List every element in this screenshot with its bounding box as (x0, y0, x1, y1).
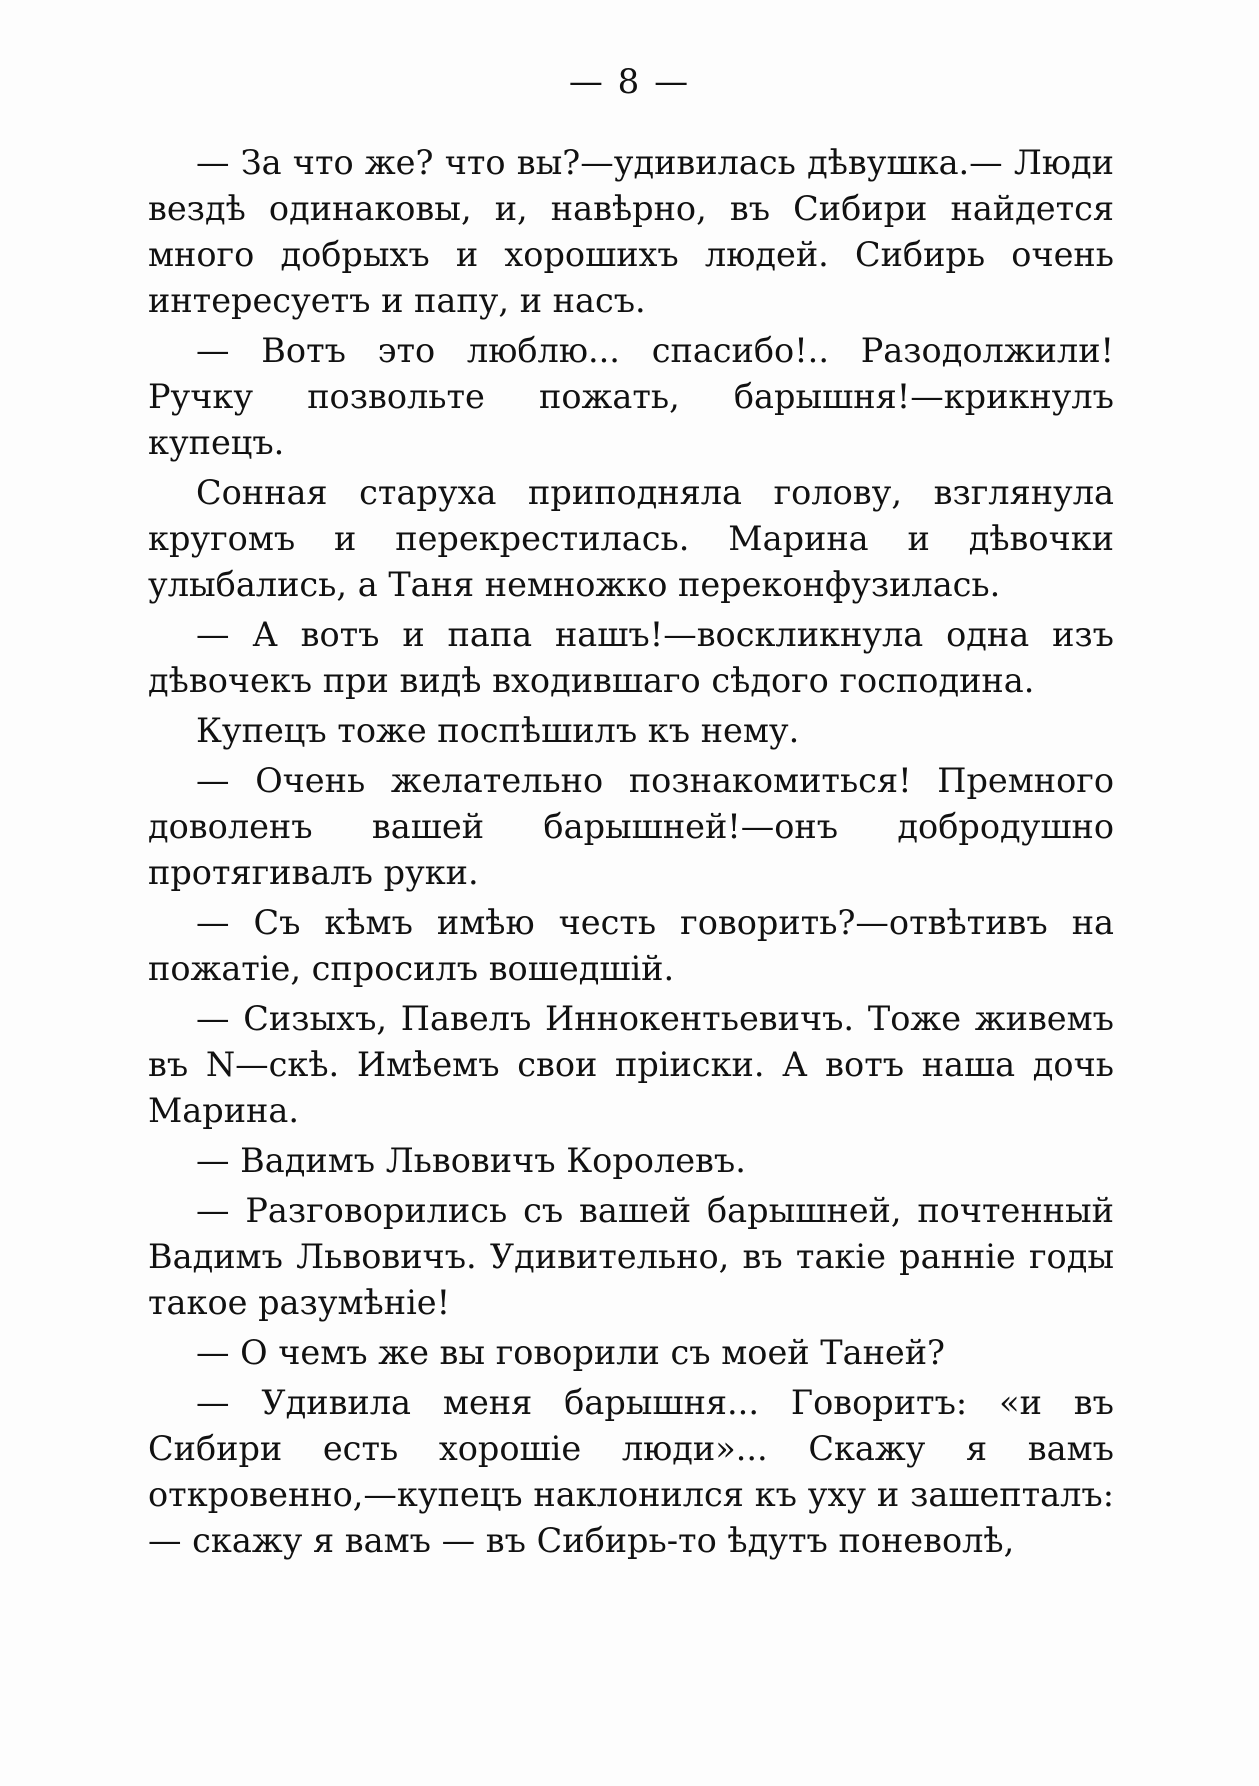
paragraph: Купецъ тоже поспѣшилъ къ нему. (196, 711, 800, 750)
paragraph: — Съ кѣмъ имѣю честь говорить?—отвѣтивъ на пожатіе, спросилъ вошедшій. (148, 903, 1114, 988)
paragraph: — Вотъ это люблю... спасибо!.. Разодолжили! Ручку позвольте пожать, барышня!—крикнулъ купецъ. (148, 331, 1114, 462)
paragraph: Сонная старуха приподняла голову, взглянула кругомъ и перекрестилась. Марина и дѣвочки улыбались, а Таня немножко переконфузилась. (148, 473, 1114, 604)
body-text (148, 140, 1114, 1568)
paragraph: — Вадимъ Львовичъ Королевъ. (196, 1141, 746, 1180)
paragraph: — Разговорились съ вашей барышней, почтенный Вадимъ Львовичъ. Удивительно, въ такіе ранніе годы такое разумѣніе! (148, 1191, 1114, 1322)
paragraph: — А вотъ и папа нашъ!—воскликнула одна изъ дѣвочекъ при видѣ входившаго сѣдого господина. (148, 615, 1114, 700)
page-number: — 8 — (568, 62, 691, 102)
paragraph: — Очень желательно познакомиться! Премного доволенъ вашей барышней!—онъ добродушно протягивалъ руки. (148, 761, 1114, 892)
paragraph: — За что же? что вы?—удивилась дѣвушка.— Люди вездѣ одинаковы, и, навѣрно, въ Сибири найдется много добрыхъ и хорошихъ людей. Сибирь очень интересуетъ и папу, и насъ. (148, 143, 1114, 320)
paragraph: — Удивила меня барышня... Говоритъ: «и въ Сибири есть хорошіе люди»... Скажу я вамъ откровенно,—купецъ наклонился къ уху и зашепталъ:— скажу я вамъ — въ Сибирь-то ѣдутъ поневолѣ, (148, 1383, 1114, 1560)
paragraph: — Сизыхъ, Павелъ Иннокентьевичъ. Тоже живемъ въ N—скѣ. Имѣемъ свои пріиски. А вотъ наша дочь Марина. (148, 999, 1114, 1130)
paragraph: — О чемъ же вы говорили съ моей Таней? (196, 1333, 946, 1372)
